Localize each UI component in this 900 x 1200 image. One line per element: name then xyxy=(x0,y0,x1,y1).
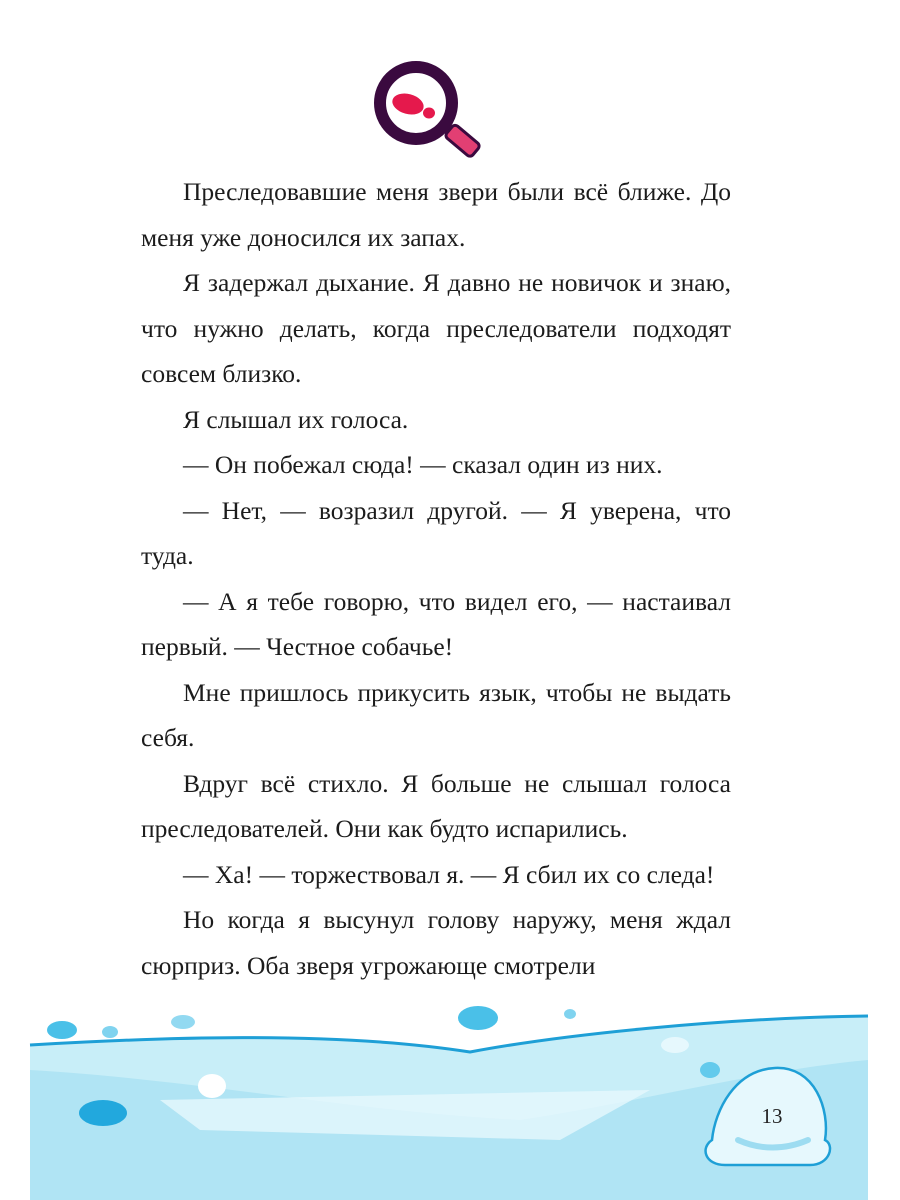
paragraph: — А я тебе говорю, что видел его, — настаивал первый. — Честное собачье! xyxy=(141,586,731,661)
paragraph: — Нет, — возразил другой. — Я уверена, что туда. xyxy=(141,495,731,570)
page-number: 13 xyxy=(761,1104,783,1128)
paragraph: — Ха! — торжествовал я. — Я сбил их со следа! xyxy=(183,859,715,889)
story-text xyxy=(141,169,731,988)
paragraph: Я задержал дыхание. Я давно не новичок и знаю, что нужно делать, когда преследователи подходят совсем близко. xyxy=(141,268,731,388)
paragraph: Преследовавшие меня звери были всё ближе. До меня уже доносился их запах. xyxy=(141,177,731,252)
paragraph: Но когда я высунул голову наружу, меня ждал сюрприз. Оба зверя угрожающе смотрели xyxy=(141,905,731,980)
magnifying-glass-paw-icon xyxy=(368,60,498,165)
paragraph: Я слышал их голоса. xyxy=(183,404,409,434)
paragraph: Мне пришлось прикусить язык, чтобы не выдать себя. xyxy=(141,677,731,752)
paragraph: — Он побежал сюда! — сказал один из них. xyxy=(183,450,663,479)
snow-landscape-illustration xyxy=(0,990,900,1200)
paragraph: Вдруг всё стихло. Я больше не слышал голоса преследователей. Они как будто испарились. xyxy=(141,768,731,843)
